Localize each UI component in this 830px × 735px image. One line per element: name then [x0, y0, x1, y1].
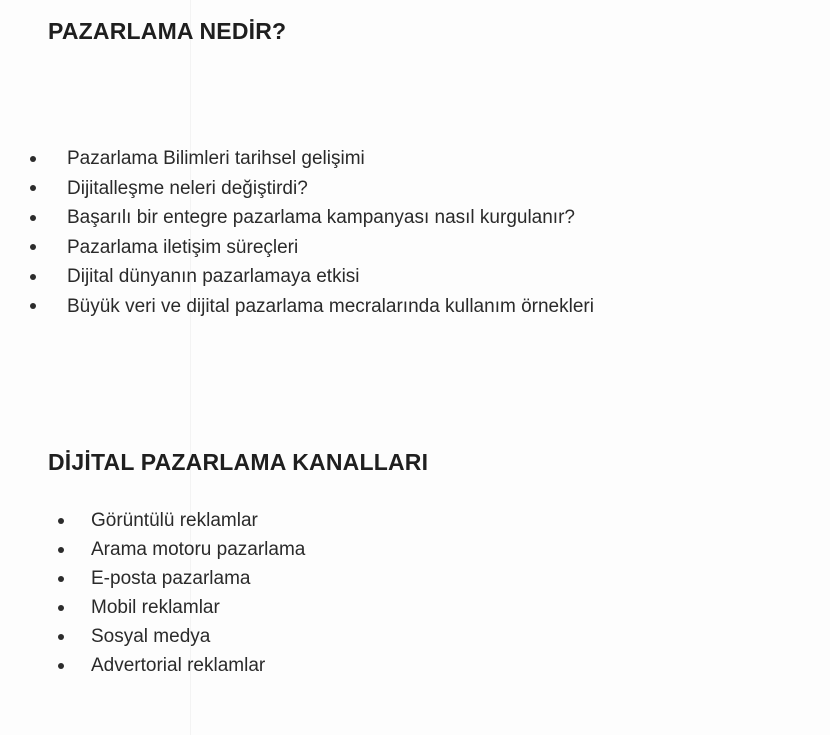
bullet-icon — [30, 244, 36, 250]
list-item-text: Dijital dünyanın pazarlamaya etkisi — [67, 266, 360, 287]
list-item-text: Pazarlama iletişim süreçleri — [67, 236, 299, 258]
list-item-text: Dijitalleşme neleri değiştirdi? — [67, 177, 308, 199]
bullet-icon — [58, 605, 64, 611]
list-item — [54, 651, 305, 680]
list-item — [26, 233, 594, 263]
list-item — [26, 203, 594, 233]
bullet-icon — [30, 156, 36, 162]
list-item-text: Pazarlama Bilimleri tarihsel gelişimi — [67, 148, 365, 169]
section-heading-pazarlama-nedir: PAZARLAMA NEDİR? — [48, 18, 287, 44]
list-item — [54, 506, 305, 535]
list-item — [26, 144, 594, 174]
list-item — [54, 535, 305, 564]
bullet-icon — [58, 576, 64, 582]
list-item — [26, 262, 594, 292]
bullet-icon — [30, 303, 36, 309]
list-item-text: Başarılı bir entegre pazarlama kampanyası nasıl kurgulanır? — [67, 207, 575, 228]
list-item — [54, 593, 305, 622]
list-item — [26, 174, 594, 204]
bullet-icon — [58, 663, 64, 669]
list-item-text: Mobil reklamlar — [91, 597, 220, 618]
bullet-icon — [30, 185, 36, 191]
bullet-icon — [30, 215, 36, 221]
bullet-list-dijital-pazarlama-kanallari — [54, 506, 305, 680]
section-heading-dijital-pazarlama-kanallari: DİJİTAL PAZARLAMA KANALLARI — [48, 449, 429, 475]
list-item-text: E-posta pazarlama — [91, 568, 251, 589]
list-item — [54, 622, 305, 651]
list-item — [26, 292, 594, 322]
list-item-text: Arama motoru pazarlama — [91, 539, 306, 560]
bullet-icon — [58, 518, 64, 524]
list-item-text: Büyük veri ve dijital pazarlama mecralarında kullanım örnekleri — [67, 295, 594, 317]
bullet-icon — [30, 274, 36, 280]
list-item-text: Advertorial reklamlar — [91, 655, 266, 676]
list-item — [54, 564, 305, 593]
list-item-text: Sosyal medya — [91, 626, 211, 647]
bullet-icon — [58, 547, 64, 553]
list-item-text: Görüntülü reklamlar — [91, 510, 258, 531]
bullet-list-pazarlama-nedir — [26, 144, 594, 321]
bullet-icon — [58, 634, 64, 640]
